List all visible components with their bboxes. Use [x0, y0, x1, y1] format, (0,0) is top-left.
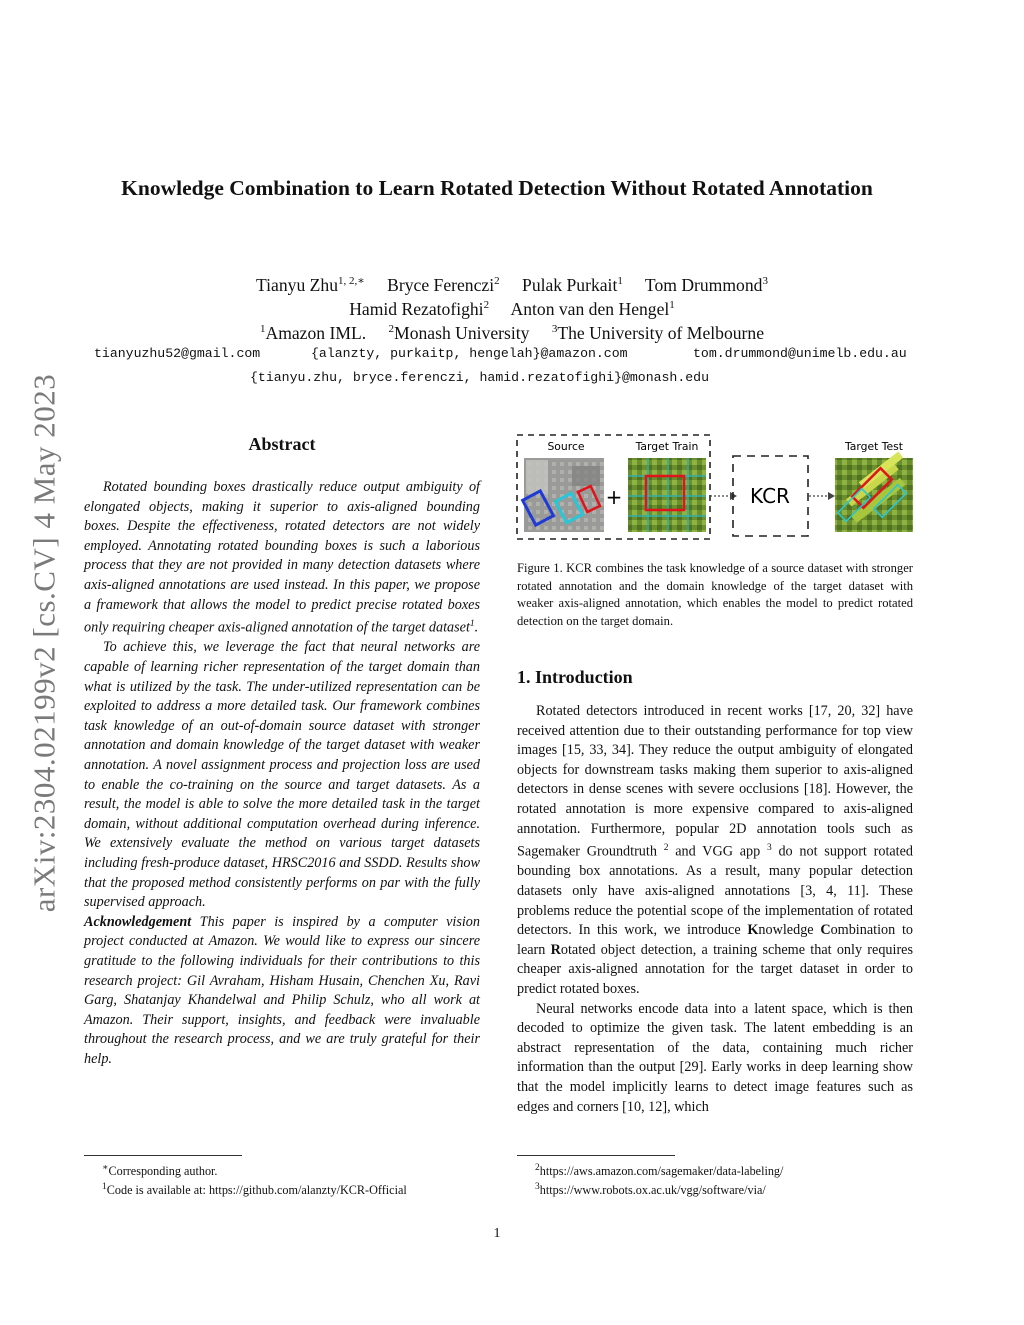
- footnote: https://aws.amazon.com/sagemaker/data-labeling/: [539, 1164, 784, 1179]
- paper-title: Knowledge Combination to Learn Rotated Detection Without Rotated Annotation: [121, 176, 873, 200]
- affiliation: Monash University: [394, 322, 530, 343]
- label-target-test: Target Test: [844, 440, 904, 453]
- author-name: Hamid Rezatofighi: [349, 298, 484, 319]
- arrow-head: [828, 492, 835, 500]
- affiliation: Amazon IML.: [265, 322, 367, 343]
- arxiv-stamp: [20, 345, 68, 940]
- email: tom.drummond@unimelb.edu.au: [693, 346, 907, 361]
- footnote-rule: [517, 1155, 675, 1156]
- author-line-1: Tianyu Zhu$^{1, 2,∗}$ Bryce Ferenczi$^2$ Pulak Purkait$^1$ Tom Drummond$^3$: [256, 274, 768, 295]
- arxiv-id: arXiv:2304.02199v2 [cs.CV] 4 May 2023: [26, 373, 61, 912]
- footnote-rule: [84, 1155, 242, 1156]
- intro-paragraph-2: Neural networks encode data into a latent space, which is then decoded to optimize the given task. The latent embedding is an abstract representation of the data, containing much richer information than the output [29]. Early works in deep learning show that the model implicitly learns to detect image features such as edges and corners [10, 12], which: [517, 1000, 913, 1115]
- author-name: Pulak Purkait: [522, 274, 618, 295]
- email: {tianyu.zhu, bryce.ferenczi, hamid.rezatofighi}@monash.edu: [250, 370, 709, 385]
- introduction-body: [517, 702, 913, 1117]
- affiliations: $^1$Amazon IML. $^2$Monash University $^3$The University of Melbourne: [259, 322, 765, 343]
- intro-paragraph-1: Rotated detectors introduced in recent works [17, 20, 32] have received attention due to their outstanding performance for top view images [15, 33, 34]. They reduce the output ambiguity of elongated objects for downstream tasks making them superior to axis-aligned detectors in dense scenes with severe occlusions [18]. However, the rotated annotation is more expensive compared to axis-aligned annotation. Furthermore, popular 2D annotation tools such as Sagemaker Groundtruth $^2$ and VGG app $^3$ do not support rotated bounding box annotations. As a result, many popular detection datasets only have axis-aligned annotations [3, 4, 11]. These problems reduce the potential scope of the implementation of rotated detectors. In this work, we introduce Knowledge Combination to learn Rotated object detection, a training scheme that only requires cheaper axis-aligned annotation for the target dataset in order to predict rotated boxes.: [517, 703, 914, 998]
- affiliation: The University of Melbourne: [557, 322, 765, 343]
- author-name: Anton van den Hengel: [510, 298, 670, 319]
- abstract-body: Rotated bounding boxes drastically reduce output ambiguity of elongated objects, making it superior to axis-aligned bounding boxes. Despite the effectiveness, rotated detectors are not widely employed. Annotating rotated bounding boxes is such a laborious process that they are not provided in many detection datasets where axis-aligned annotations are used instead. In this paper, we propose a framework that allows the model to predict precise rotated boxes only requiring cheaper axis-aligned annotation of the target dataset$^1$. To achieve this, we leverage the fact that neural networks are capable of learning richer representation of the target domain than what is utilized by the task. The under-utilized representation can be exploited to address a more detailed task. Our framework combines task knowledge of an out-of-domain source dataset with stronger annotation and domain knowledge of the target dataset with weaker annotation. A novel assignment process and projection loss are used to enable the co-training on the source and target datasets. As a result, the model is able to solve the more detailed task in the target domain, without additional computation overhead during inference. We extensively evaluate the method on various target datasets including fresh-produce dataset, HRSC2016 and SSDD. Results show that the proposed method consistently performs on par with the fully supervised approach. Acknowledgement This paper is inspired by a computer vision project conducted at Amazon. We would like to express our sincere gratitude to the following individuals for their contributions to this research project: Gil Avraham, Hisham Husain, Chenchen Xu, Ravi Garg, Shatanjay Khandelwal and Philip Schulz, who all work at Amazon. Their support, insights, and feedback were invaluable throughout the research process, and we are truly grateful for their help.: [84, 478, 480, 1070]
- footnote: Code is available at: https://github.com/alanzty/KCR-Official: [106, 1183, 407, 1198]
- plus-sign: +: [605, 485, 623, 509]
- label-target-train: Target Train: [635, 440, 699, 453]
- author-name: Tianyu Zhu: [256, 274, 338, 295]
- kcr-label: KCR: [750, 484, 790, 508]
- abstract-heading: Abstract: [248, 434, 316, 454]
- footnotes-right: $^2$https://aws.amazon.com/sagemaker/data-labeling/ $^3$https://www.robots.ox.ac.uk/vgg/software/via/: [535, 1163, 784, 1198]
- email: {alanzty, purkaitp, hengelah}@amazon.com: [311, 346, 628, 361]
- author-name: Tom Drummond: [644, 274, 763, 295]
- acknowledgement: Acknowledgement This paper is inspired by a computer vision project conducted at Amazon. We would like to express our sincere gratitude to the following individuals for their contributions to this research project: Gil Avraham, Hisham Husain, Chenchen Xu, Ravi Garg, Shatanjay Khandelwal and Philip Schulz, who all work at Amazon. Their support, insights, and feedback were invaluable throughout the research process, and we are truly grateful for their help.: [84, 913, 480, 1067]
- footnote: Corresponding author.: [108, 1164, 218, 1179]
- email: tianyuzhu52@gmail.com: [94, 346, 261, 361]
- target-test-image: [835, 451, 913, 532]
- target-train-image: [628, 458, 706, 532]
- source-image: [523, 458, 604, 532]
- section-heading-introduction: 1. Introduction: [517, 667, 633, 687]
- figure-caption: Figure 1. KCR combines the task knowledge of a source dataset with stronger rotated annotation and the domain knowledge of the target dataset with weaker axis-aligned annotation, which enables the model to predict rotated detection on the target domain.: [517, 561, 913, 628]
- footnote: https://www.robots.ox.ac.uk/vgg/software/via/: [539, 1183, 766, 1198]
- figure-1: [512, 430, 922, 545]
- author-name: Bryce Ferenczi: [387, 274, 495, 295]
- abstract-paragraph: To achieve this, we leverage the fact that neural networks are capable of learning richer representation of the target domain than what is utilized by the task. The under-utilized representation can be exploited to address a more detailed task. Our framework combines task knowledge of an out-of-domain source dataset with stronger annotation and domain knowledge of the target dataset with weaker annotation. A novel assignment process and projection loss are used to enable the co-training on the source and target datasets. As a result, the model is able to solve the more detailed task in the target domain, without additional computation overhead during inference. We extensively evaluate the method on various target datasets including fresh-produce dataset, HRSC2016 and SSDD. Results show that the proposed method consistently performs on par with the fully supervised approach.: [84, 639, 480, 911]
- abstract-paragraph: Rotated bounding boxes drastically reduce output ambiguity of elongated objects, making it superior to axis-aligned bounding boxes. Despite the effectiveness, rotated detectors are not widely employed. Annotating rotated bounding boxes is such a laborious process that they are not provided in many detection datasets where axis-aligned annotations are used instead. In this paper, we propose a framework that allows the model to predict precise rotated boxes only requiring cheaper axis-aligned annotation of the target dataset: [84, 479, 480, 636]
- label-source: Source: [547, 440, 585, 453]
- page-number: 1: [493, 1226, 501, 1241]
- footnotes-left: ∗Corresponding author. $^1$Code is available at: https://github.com/alanzty/KCR-Official: [102, 1163, 407, 1198]
- author-line-2: Hamid Rezatofighi$^2$ Anton van den Hengel$^1$: [349, 298, 675, 319]
